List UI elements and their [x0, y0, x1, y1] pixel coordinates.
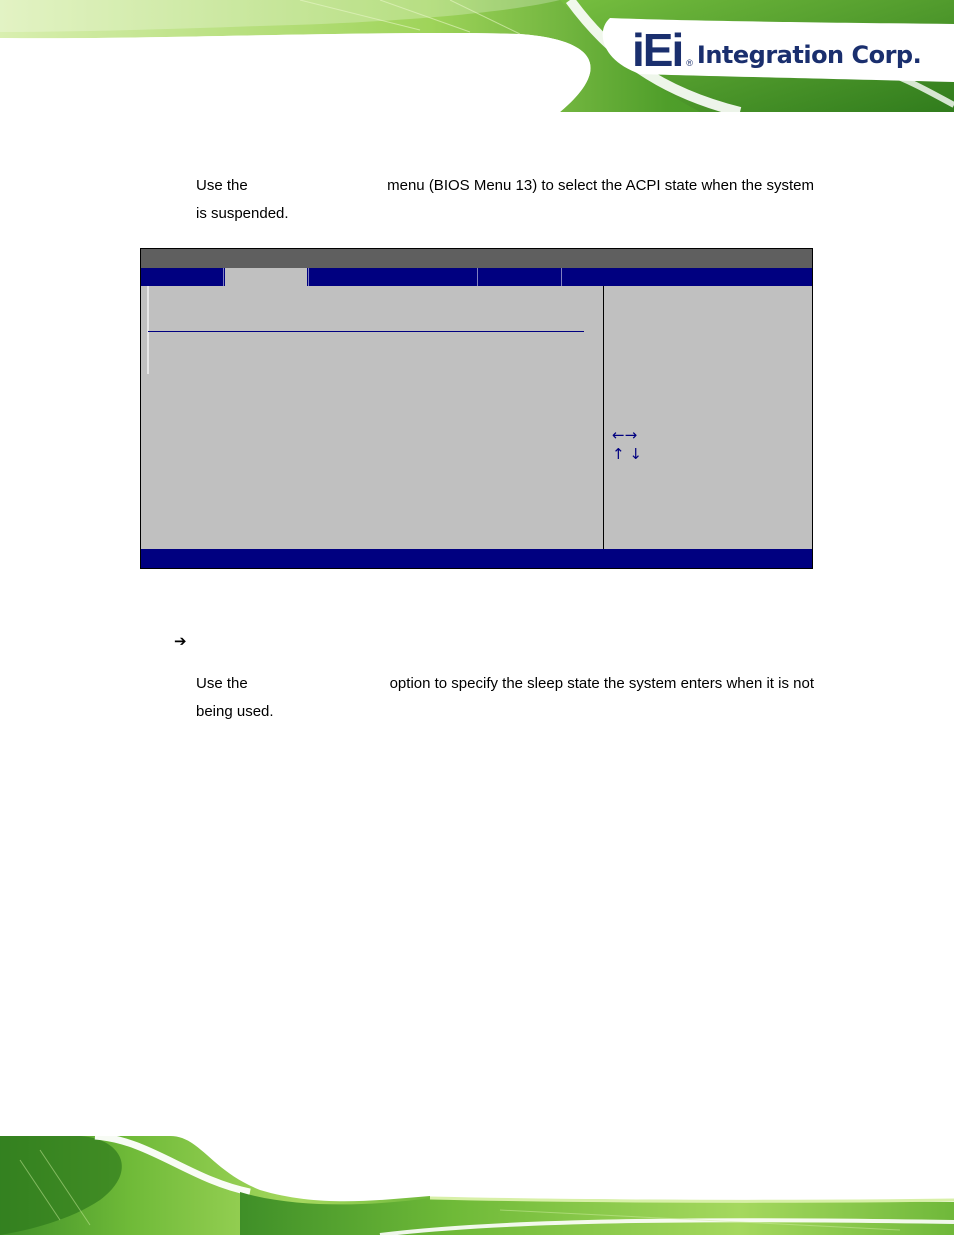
bios-divider-line — [148, 331, 584, 332]
bios-settings-panel — [141, 286, 603, 550]
arrow-right-icon: ➔ — [174, 632, 187, 650]
up-down-arrows-icon: ↑ ↓ — [612, 445, 642, 463]
bios-status-bar — [141, 549, 812, 568]
option-line-1 — [196, 670, 814, 698]
intro-paragraph — [196, 172, 814, 228]
company-logo — [632, 26, 921, 74]
intro-line-1 — [196, 172, 814, 200]
bios-screenshot — [140, 248, 813, 569]
option-text-start: Use the — [196, 675, 248, 692]
logo-mark: iEi — [632, 24, 683, 76]
footer-swoosh-graphic — [0, 1130, 954, 1235]
intro-text-end: menu (BIOS Menu 13) to select the ACPI state when the system — [387, 177, 814, 194]
bios-menu-bar — [141, 268, 812, 286]
left-right-arrows-icon: ←→ — [612, 426, 638, 444]
option-line-2 — [196, 698, 814, 726]
intro-text-line2: is suspended. — [196, 205, 289, 222]
footer-banner — [0, 1130, 954, 1235]
intro-line-2 — [196, 200, 814, 228]
bios-title-bar — [141, 249, 812, 268]
bios-help-panel — [604, 286, 812, 550]
header-banner — [0, 0, 954, 112]
option-paragraph — [196, 670, 814, 726]
bios-tab-active — [225, 268, 307, 286]
option-text-end: option to specify the sleep state the system enters when it is not — [389, 675, 814, 692]
option-text-line2: being used. — [196, 703, 274, 720]
intro-text-start: Use the — [196, 177, 248, 194]
logo-company-name: Integration Corp. — [696, 41, 922, 69]
registered-mark: ® — [686, 58, 693, 68]
